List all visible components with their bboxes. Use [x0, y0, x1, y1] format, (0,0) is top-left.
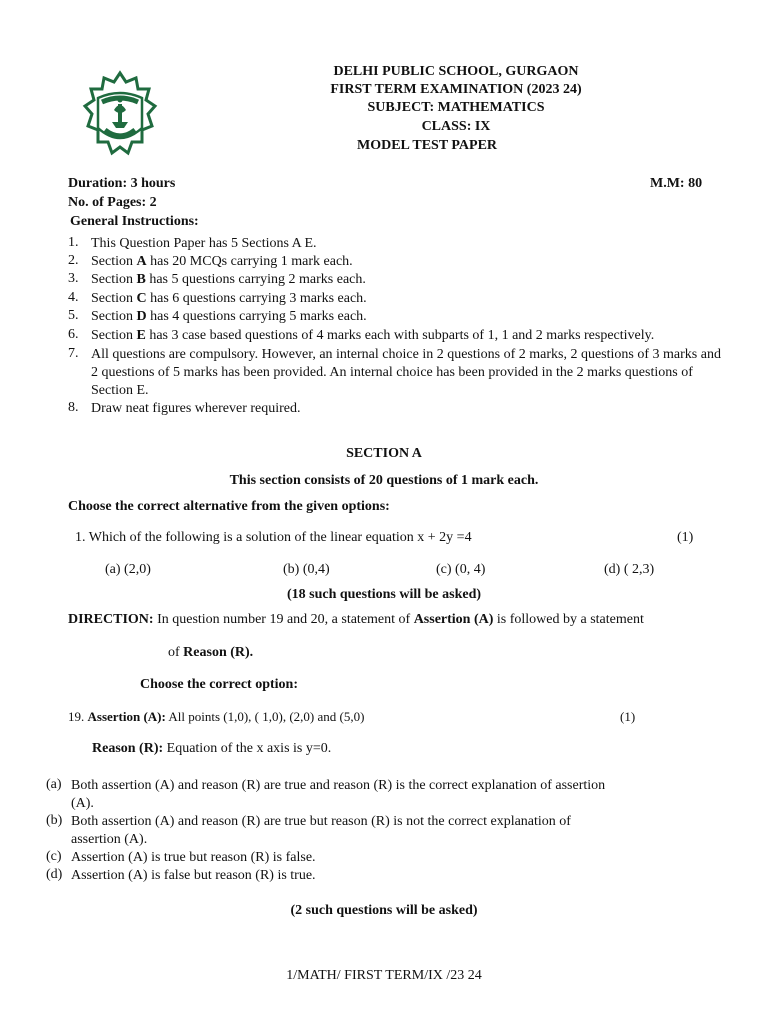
question-1-marks: (1) — [677, 530, 694, 545]
direction-text-2: is followed by a statement — [493, 612, 644, 627]
q1-option-d: (d) ( 2,3) — [604, 562, 655, 577]
instruction-text — [91, 346, 727, 400]
section-title: SECTION A — [346, 446, 422, 461]
instruction-text — [91, 400, 727, 418]
instruction-number: 1. — [68, 235, 79, 250]
section-subtitle: This section consists of 20 questions of 1 mark each. — [229, 473, 539, 488]
instruction-section-letter: A — [136, 254, 147, 269]
subject-line: SUBJECT: MATHEMATICS — [367, 100, 545, 115]
instruction-text-part: Section — [91, 309, 137, 324]
direction-text-3: of — [168, 645, 184, 660]
assertion-label: Assertion (A): — [87, 709, 166, 724]
ar-option-label: (b) — [46, 813, 63, 828]
instruction-text-part: has 6 questions carrying 3 marks each. — [146, 291, 367, 306]
instruction-section-letter: C — [136, 291, 147, 306]
instruction-number: 4. — [68, 290, 79, 305]
reason-text: Equation of the x axis is y=0. — [163, 741, 332, 756]
ar-option-text: Assertion (A) is false but reason (R) is true. — [71, 868, 316, 883]
instruction-text-part: Section — [91, 328, 137, 343]
instruction-text — [91, 327, 727, 345]
class-line: CLASS: IX — [421, 119, 491, 134]
instruction-number: 2. — [68, 253, 79, 268]
instruction-text — [91, 290, 727, 308]
instruction-section-letter: E — [136, 328, 146, 343]
instruction-text — [91, 308, 727, 326]
direction-label: DIRECTION: — [68, 612, 154, 627]
max-marks: M.M: 80 — [650, 176, 703, 191]
question-1: 1. Which of the following is a solution of the linear equation x + 2y =4 — [75, 530, 472, 545]
ar-option-label: (d) — [46, 867, 63, 882]
note-18-questions: (18 such questions will be asked) — [286, 587, 482, 602]
instruction-text-part: All questions are compulsory. However, an internal choice in 2 questions of 2 marks, 2 questions of 3 marks and 2 questions of 5 marks has been provided. An internal choice has been provided in the 2 marks questions of Section E. — [91, 347, 721, 398]
assertion-text: All points (1,0), ( 1,0), (2,0) and (5,0) — [165, 709, 365, 724]
instruction-text — [91, 235, 727, 253]
ar-option-text: Assertion (A) is true but reason (R) is false. — [71, 850, 316, 865]
school-name: DELHI PUBLIC SCHOOL, GURGAON — [333, 64, 579, 79]
instruction-text-part: has 20 MCQs carrying 1 mark each. — [146, 254, 353, 269]
ar-option-text: Both assertion (A) and reason (R) are true but reason (R) is not the correct explanation of assertion (A). — [71, 814, 571, 847]
direction-line-2 — [168, 645, 253, 661]
instruction-text-part: has 5 questions carrying 2 marks each. — [145, 272, 366, 287]
direction-line — [68, 612, 644, 628]
reason-label: Reason (R): — [92, 741, 164, 756]
page-footer: 1/MATH/ FIRST TERM/IX /23 24 — [286, 968, 482, 983]
question-19-marks: (1) — [620, 709, 636, 724]
choose-instruction: Choose the correct alternative from the given options: — [68, 499, 390, 514]
instruction-text-part: Section — [91, 272, 137, 287]
instruction-text — [91, 253, 727, 271]
instruction-section-letter: D — [136, 309, 147, 324]
ar-option-text: Both assertion (A) and reason (R) are true and reason (R) is the correct explanation of assertion (A). — [71, 778, 606, 811]
note-2-questions: (2 such questions will be asked) — [290, 903, 478, 918]
instruction-text-part: Section — [91, 291, 137, 306]
q19-number: 19. — [68, 709, 85, 724]
instructions-title: General Instructions: — [70, 214, 199, 229]
q1-option-c: (c) (0, 4) — [436, 562, 486, 577]
instruction-text-part: Section — [91, 254, 137, 269]
exam-title: FIRST TERM EXAMINATION (2023 24) — [330, 82, 582, 97]
instruction-text-part: This Question Paper has 5 Sections A E. — [91, 236, 317, 251]
instruction-text — [91, 271, 727, 289]
instruction-number: 8. — [68, 400, 79, 415]
instruction-number: 7. — [68, 346, 79, 361]
question-19 — [68, 709, 364, 725]
ar-option-label: (c) — [46, 849, 62, 864]
direction-text: In question number 19 and 20, a statement of — [153, 612, 414, 627]
ar-option-label: (a) — [46, 777, 62, 792]
q1-option-b: (b) (0,4) — [283, 562, 330, 577]
reason-term: Reason (R). — [183, 645, 254, 660]
instruction-text-part: Draw neat figures wherever required. — [91, 401, 301, 416]
instruction-text-part: has 4 questions carrying 5 marks each. — [146, 309, 367, 324]
page-count: No. of Pages: 2 — [68, 195, 157, 210]
instruction-number: 6. — [68, 327, 79, 342]
paper-type: MODEL TEST PAPER — [357, 138, 498, 153]
instruction-number: 5. — [68, 308, 79, 323]
school-crest-icon — [80, 70, 160, 162]
reason-line — [92, 741, 331, 757]
instruction-number: 3. — [68, 271, 79, 286]
duration: Duration: 3 hours — [68, 176, 176, 191]
instruction-text-part: has 3 case based questions of 4 marks each with subparts of 1, 1 and 2 marks respectively. — [145, 328, 655, 343]
instruction-section-letter: B — [136, 272, 146, 287]
q1-option-a: (a) (2,0) — [105, 562, 151, 577]
assertion-term: Assertion (A) — [413, 612, 494, 627]
choose-option: Choose the correct option: — [140, 677, 298, 692]
